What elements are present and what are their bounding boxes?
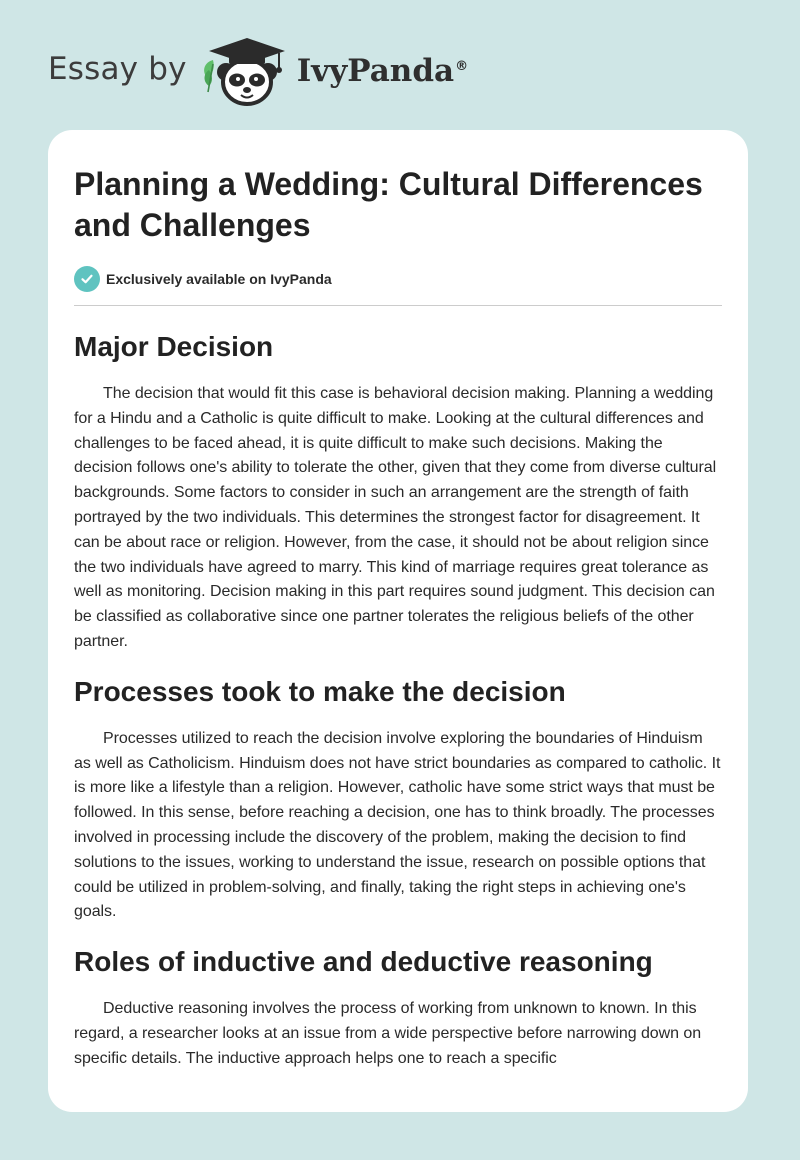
- brand-name: IvyPanda®: [296, 53, 469, 89]
- exclusive-label: Exclusively available on IvyPanda: [106, 271, 332, 287]
- registered-mark: ®: [455, 58, 469, 74]
- panda-graduate-logo-icon: [199, 34, 295, 110]
- brand-header: [48, 34, 468, 110]
- exclusive-badge: [74, 265, 722, 293]
- divider: [74, 305, 722, 306]
- section-heading-processes: Processes took to make the decision: [74, 675, 566, 707]
- section-paragraph-reasoning: Deductive reasoning involves the process of working from unknown to known. In this regard, a researcher looks at an issue from a wide perspective before narrowing down on specific details. The inductive approach helps one to reach a specific: [74, 1000, 702, 1067]
- brand-prefix: Essay by: [48, 51, 187, 87]
- page-title: Planning a Wedding: Cultural Differences and Challenges: [74, 166, 703, 243]
- section-paragraph-major-decision: The decision that would fit this case is behavioral decision making. Planning a wedding for a Hindu and a Catholic is quite difficult to make. Looking at the cultural differences and challenges to be faced ahead, it is quite difficult to make such decisions. Making the decision follows one's ability to tolerate the other, given that they come from diverse cultural backgrounds. Some factors to consider in such an arrangement are the strength of faith portrayed by the two individuals. This determines the strongest factor for disagreement. It can be about race or religion. However, from the case, it should not be about religion since the two individuals have agreed to marry. This kind of marriage requires great tolerance as well as monitoring. Decision making in this part requires sound judgment. This decision can be classified as collaborative since one partner tolerates the religious beliefs of the other partner.: [74, 385, 717, 650]
- section-heading-major-decision: Major Decision: [74, 331, 274, 362]
- check-circle-icon: [74, 266, 100, 292]
- section-paragraph-processes: Processes utilized to reach the decision involve exploring the boundaries of Hinduism as well as Catholicism. Hinduism does not have strict boundaries as compared to catholic. It is more like a lifestyle than a religion. However, catholic have some strict ways that must be followed. In this sense, before reaching a decision, one has to think broadly. The processes involved in processing include the discovery of the problem, making the decision to find solutions to the issues, working to understand the issue, research on possible options that could be utilized in problem-solving, and finally, taking the right steps in achieving one's goals.: [74, 729, 721, 921]
- essay-card: [48, 130, 748, 1112]
- section-heading-reasoning: Roles of inductive and deductive reasoning: [74, 946, 653, 978]
